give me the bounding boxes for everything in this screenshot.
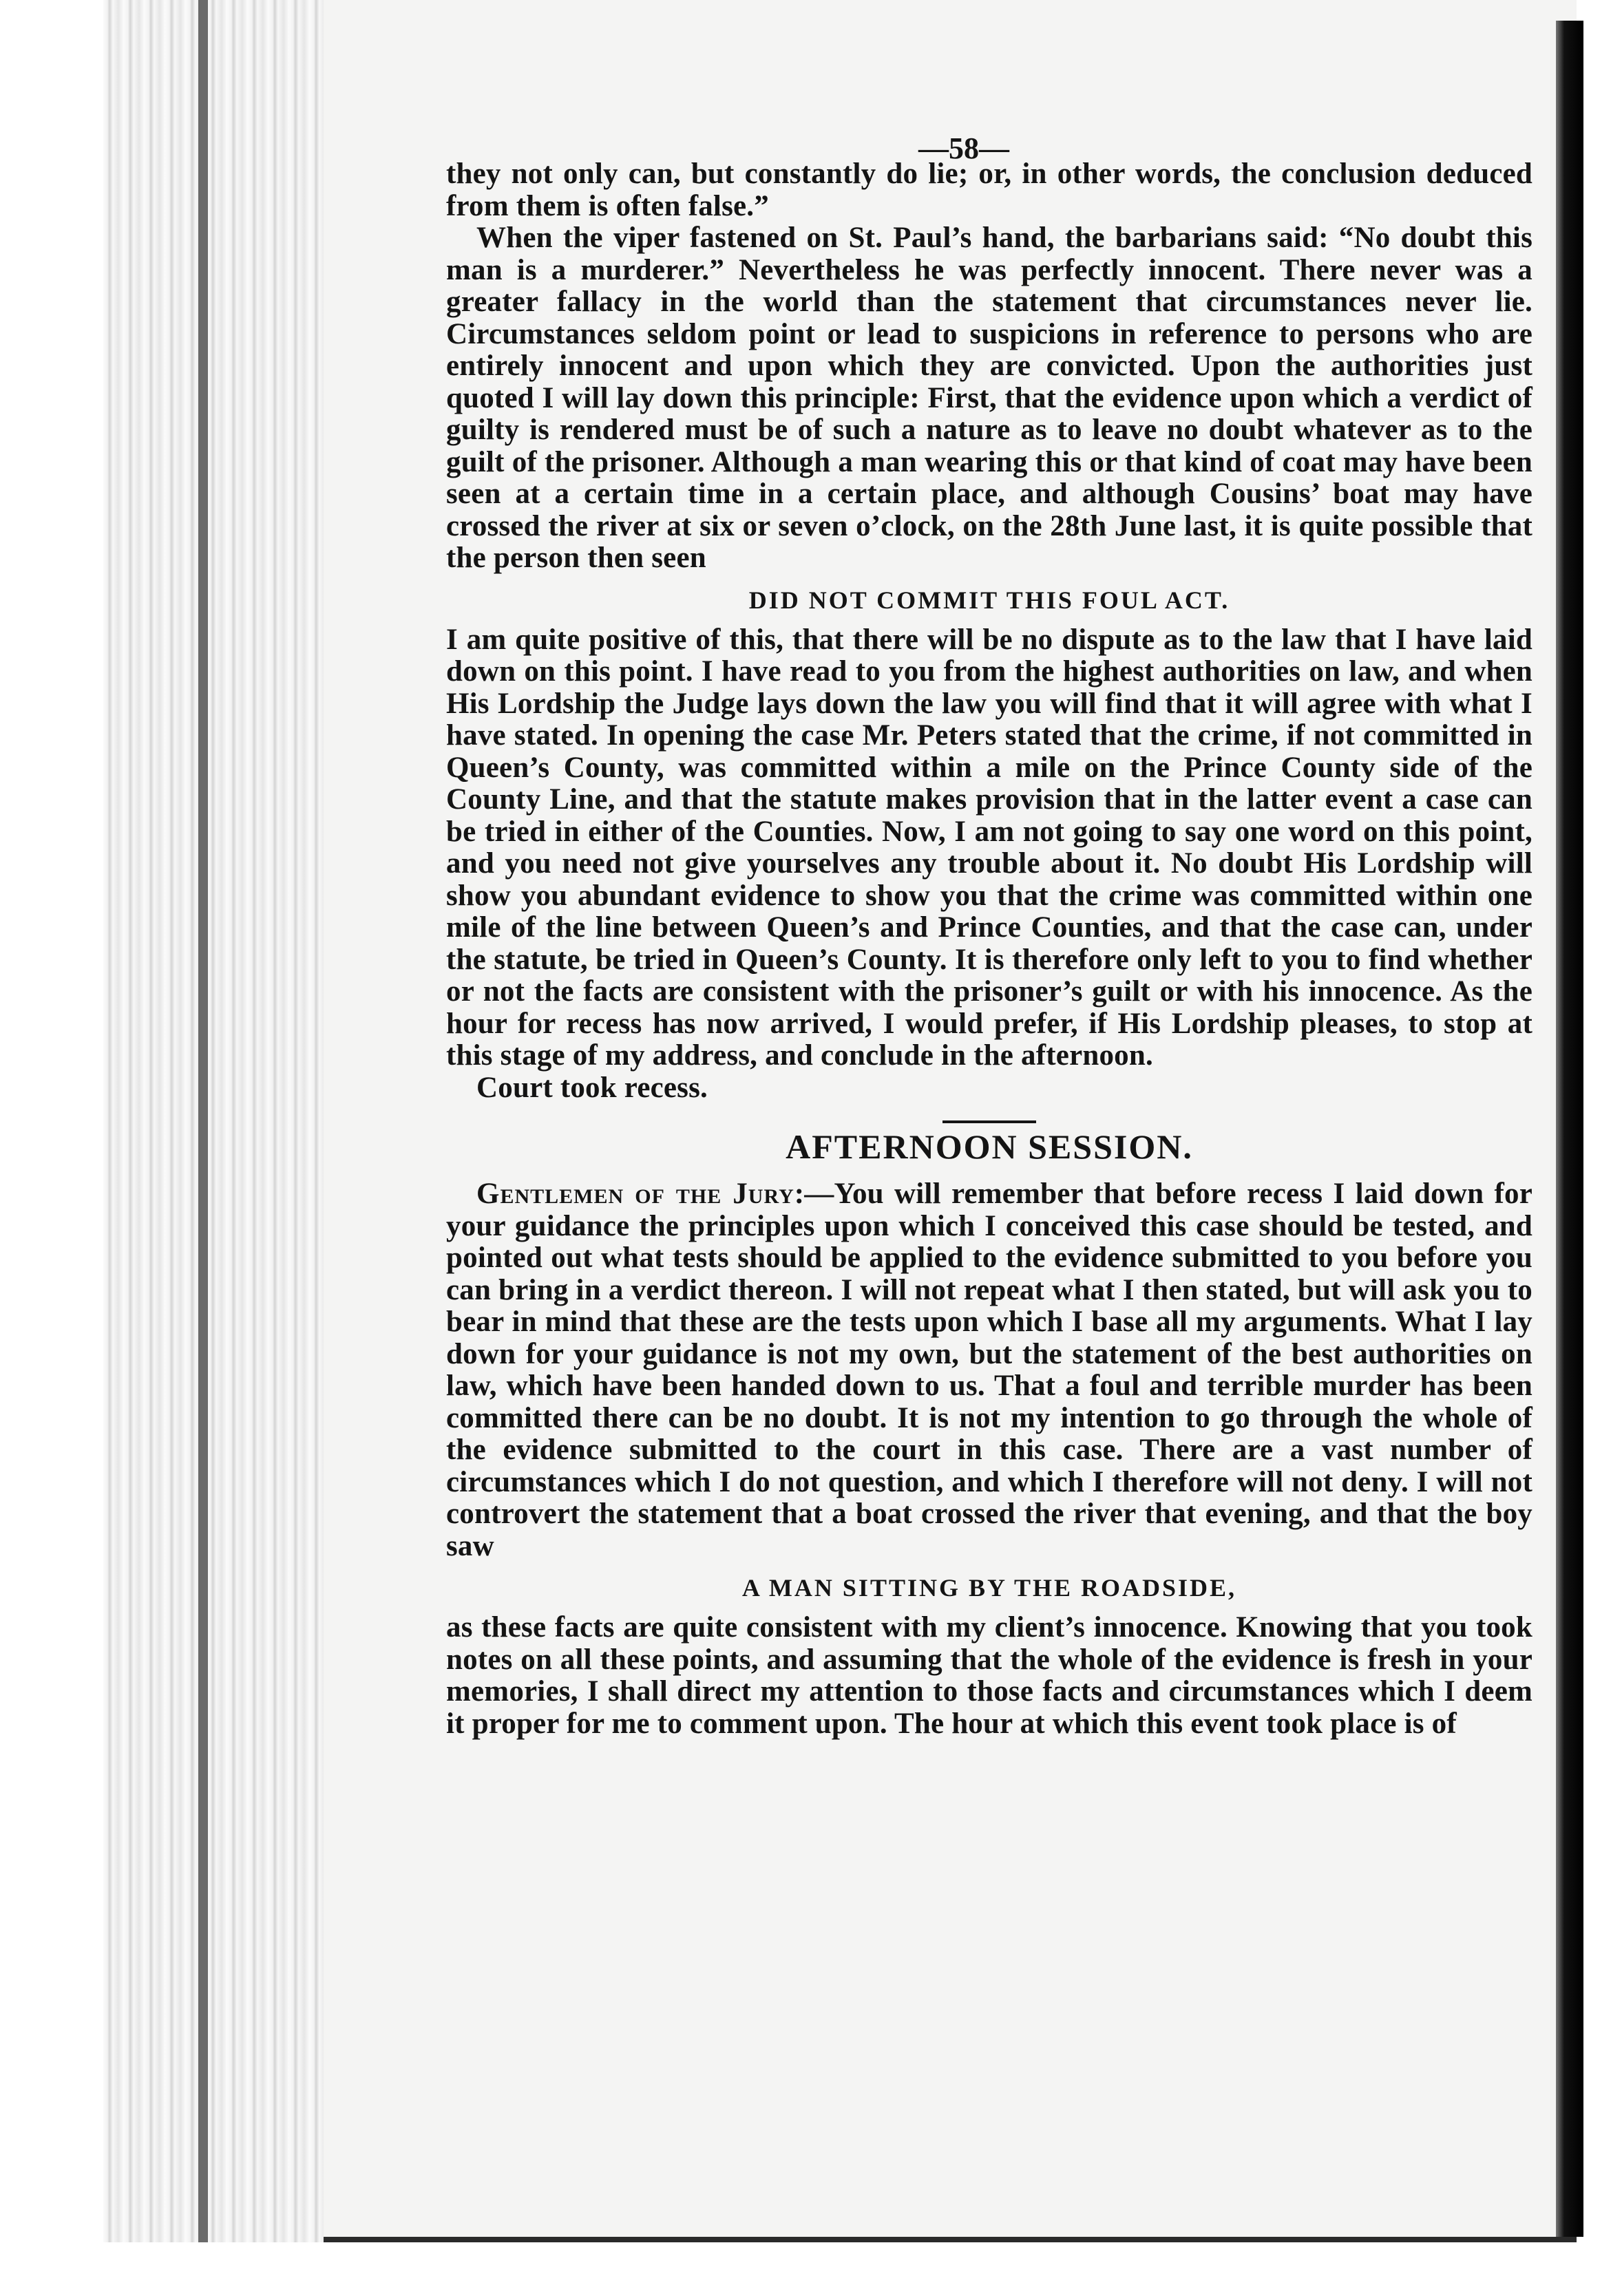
salutation: Gentlemen of the Jury [476, 1178, 794, 1210]
book-page-edge-shadow [198, 0, 208, 2244]
section-heading-roadside: A MAN SITTING BY THE ROADSIDE, [741, 1574, 1237, 1602]
paragraph-viper: When the viper fastened on St. Paul’s hand, the barbarians said: “No doubt this man is a murderer.” Nevertheless he was perfectly innocent. There never was a greater fallacy in the world than the statement that circumstances never lie. Circumstances seldom point or lead to suspicions in reference to persons who are entirely innocent and upon which they are convicted. Upon the authorities just quoted I will lay down this principle: First, that the evidence upon which a verdict of guilty is rendered must be of such a nature as to leave no doubt whatever as to the guilt of the prisoner. Although a man wearing this or that kind of coat may have been seen at a certain time in a certain place, and although Cousins’ boat may have crossed the river at six or seven o’clock, on the 28th June last, it is quite possible that the person then seen [446, 222, 1533, 574]
paragraph-continuation: they not only can, but constantly do lie; or, in other words, the conclusion deduced from them is often false.” [446, 158, 1533, 222]
book-binding-shadow [1556, 21, 1583, 2237]
scan-margin-bottom [0, 2242, 1622, 2296]
paragraph-jury-address-text: :—You will remember that before recess I laid down for your guidance the principles upon which I conceived this case should be tested, and pointed out what tests should be applied to the evidence submitted to you before you can bring in a verdict thereon. I will not repeat what I then stated, but will ask you to bear in mind that these are the tests upon which I base all my arguments. What I lay down for your guidance is not my own, but the statement of the best authorities on law, which have been handed down to us. That a foul and terrible murder has been committed there can be no doubt. It is not my intention to go through the whole of the evidence submitted to the court in this case. There are a vast number of circumstances which I do not question, and which I therefore will not deny. I will not controvert the statement that a boat crossed the river that evening, and that the boy saw [446, 1178, 1533, 1562]
paragraph-recess: Court took recess. [476, 1071, 708, 1104]
page-number: —58— [918, 131, 1009, 165]
paragraph-jury-address [446, 1178, 1533, 1562]
page-body [446, 124, 1533, 1740]
book-page-edges [103, 0, 330, 2244]
section-divider [942, 1120, 1036, 1123]
scan-margin-right [1583, 0, 1622, 2296]
paragraph-law: I am quite positive of this, that there will be no dispute as to the law that I have laid down on this point. I have read to you from the highest authorities on law, and when His Lordship the Judge lays down the law you will find that it will agree with what I have stated. In opening the case Mr. Peters stated that the crime, if not committed in Queen’s County, was committed within a mile on the Prince County side of the County Line, and that the statute makes provision that in the latter event a case can be tried in either of the Counties. Now, I am not going to say one word on this point, and you need not give yourselves any trouble about it. No doubt His Lordship will show you abundant evidence to show you that the crime was committed within one mile of the line between Queen’s and Prince Counties, and that the case can, under the statute, be tried in Queen’s County. It is therefore only left to you to find whether or not the facts are consistent with the prisoner’s guilt or with his innocence. As the hour for recess has now arrived, I would prefer, if His Lordship pleases, to stop at this stage of my address, and conclude in the afternoon. [446, 623, 1533, 1072]
scan-margin-left [0, 0, 103, 2296]
paragraph-facts: as these facts are quite consistent with my client’s innocence. Knowing that you took notes on all these points, and assuming that the whole of the evidence is fresh in your memories, I shall direct my attention to those facts and circumstances which I deem it proper for me to comment upon. The hour at which this event took place is of [446, 1611, 1533, 1740]
section-heading-afternoon-session: AFTERNOON SESSION. [786, 1127, 1193, 1166]
section-heading-foul-act: DID NOT COMMIT THIS FOUL ACT. [748, 586, 1230, 614]
